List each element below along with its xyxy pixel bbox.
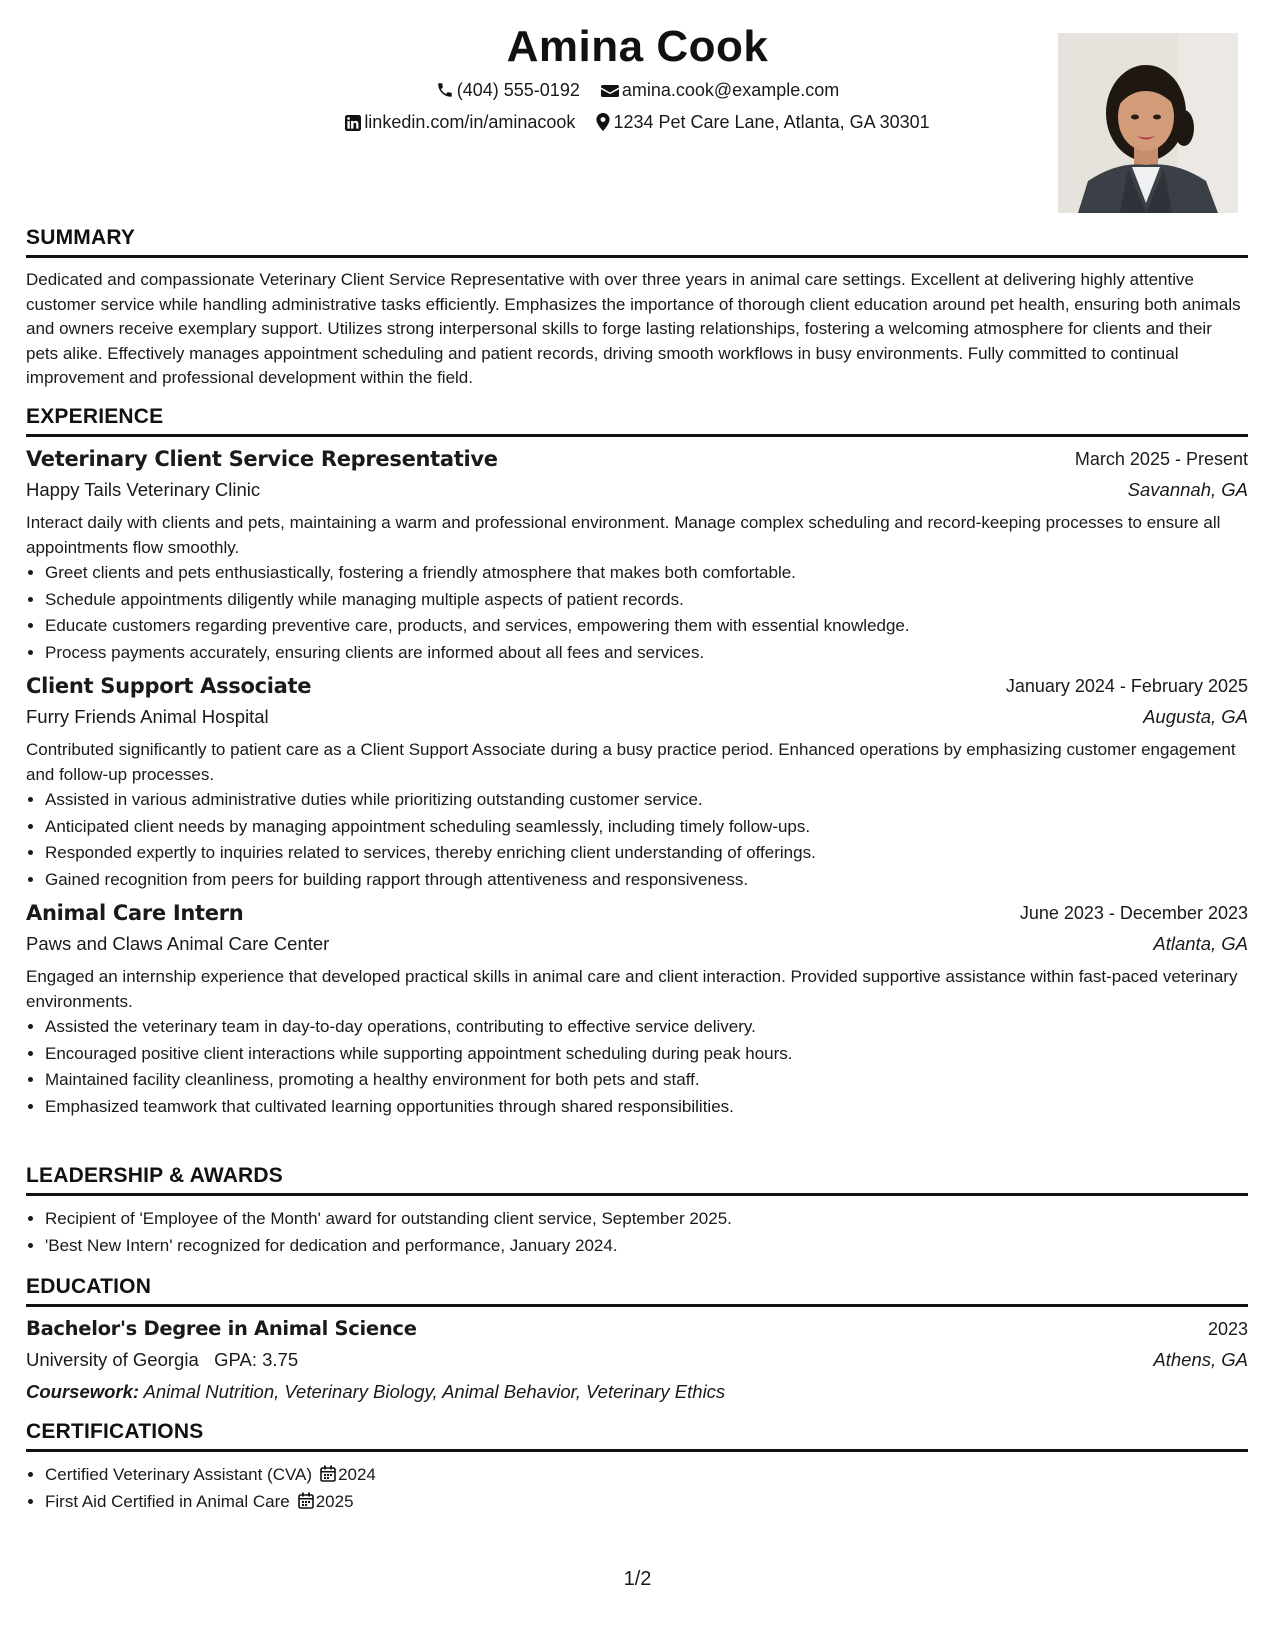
leadership-list xyxy=(26,1206,1248,1259)
list-item: • Responded expertly to inquiries related to services, thereby enriching client understanding of offerings. xyxy=(45,840,1248,867)
certifications-list xyxy=(26,1462,1248,1515)
list-item: • Educate customers regarding preventive care, products, and services, empowering them with essential knowledge. xyxy=(45,613,1248,640)
list-item: • Encouraged positive client interactions while supporting appointment scheduling during peak hours. xyxy=(45,1041,1248,1068)
summary-text: Dedicated and compassionate Veterinary Client Service Representative with over three years in animal care settings. Excellent at delivering highly attentive customer service while handling administrative tasks efficiently. Emphasizes the importance of thorough client education around pet health, ensuring both animals and owners receive exemplary support. Utilizes strong interpersonal skills to forge lasting relationships, fostering a welcoming atmosphere for clients and their pets alike. Effectively manages appointment scheduling and patient records, driving smooth workflows in busy environments. Fully committed to continual improvement and professional development within the field. xyxy=(26,270,1241,387)
leadership-section xyxy=(26,1163,1248,1259)
certifications-section xyxy=(26,1419,1248,1515)
job-title-row xyxy=(26,901,1248,933)
page-number: 1/2 xyxy=(623,1568,652,1590)
list-item: • Schedule appointments diligently while managing multiple aspects of patient records. xyxy=(45,587,1248,614)
coursework-list: Animal Nutrition, Veterinary Biology, Animal Behavior, Veterinary Ethics xyxy=(143,1381,726,1402)
certifications-heading: CERTIFICATIONS xyxy=(26,1419,1248,1452)
profile-photo xyxy=(1058,33,1238,213)
candidate-name: Amina Cook xyxy=(506,22,769,71)
job-org-row xyxy=(26,479,1248,511)
coursework-label: Coursework: xyxy=(26,1381,140,1402)
school-row xyxy=(26,1349,1248,1381)
job-dates: June 2023 - December 2023 xyxy=(1019,903,1248,923)
job-description: Engaged an internship experience that developed practical skills in animal care and client interaction. Provided supportive assistance within fast-paced veterinary environments. xyxy=(26,967,1238,1011)
list-item: • Recipient of 'Employee of the Month' award for outstanding client service, September 2025. xyxy=(45,1206,1248,1233)
gpa: GPA: 3.75 xyxy=(214,1349,299,1370)
job-org-row xyxy=(26,933,1248,965)
education-section xyxy=(26,1274,1248,1403)
job-title-row xyxy=(26,447,1248,479)
map-pin-icon xyxy=(596,113,610,131)
graduation-year: 2023 xyxy=(1207,1319,1248,1339)
list-item xyxy=(45,1489,1248,1516)
address-text: 1234 Pet Care Lane, Atlanta, GA 30301 xyxy=(613,112,930,132)
degree-name: Bachelor's Degree in Animal Science xyxy=(26,1317,417,1340)
job-title: Animal Care Intern xyxy=(26,901,244,925)
job-location: Atlanta, GA xyxy=(1153,933,1248,954)
list-item: • Maintained facility cleanliness, promoting a healthy environment for both pets and staff. xyxy=(45,1067,1248,1094)
job-org-row xyxy=(26,706,1248,738)
certification-year: 2025 xyxy=(315,1491,354,1511)
linkedin-text[interactable]: linkedin.com/in/aminacook xyxy=(364,112,576,132)
email-text[interactable]: amina.cook@example.com xyxy=(621,80,840,100)
school-info xyxy=(26,1349,298,1371)
job-dates: January 2024 - February 2025 xyxy=(1005,676,1248,696)
job-organization: Happy Tails Veterinary Clinic xyxy=(26,479,261,500)
phone-text: (404) 555-0192 xyxy=(456,80,580,100)
job-location: Savannah, GA xyxy=(1127,479,1248,500)
summary-heading: SUMMARY xyxy=(26,225,1248,258)
job-title: Client Support Associate xyxy=(26,674,312,698)
job-entry xyxy=(26,674,1248,893)
calendar-icon xyxy=(320,1465,336,1482)
list-item: • Assisted in various administrative duties while prioritizing outstanding customer service. xyxy=(45,787,1248,814)
list-item: • Assisted the veterinary team in day-to-day operations, contributing to effective service delivery. xyxy=(45,1014,1248,1041)
coursework-line xyxy=(26,1381,1248,1403)
list-item: • Anticipated client needs by managing appointment scheduling seamlessly, including timely follow-ups. xyxy=(45,814,1248,841)
certification-name: Certified Veterinary Assistant (CVA) xyxy=(45,1465,313,1484)
job-organization: Paws and Claws Animal Care Center xyxy=(26,933,330,954)
degree-row xyxy=(26,1317,1248,1349)
certification-year: 2024 xyxy=(338,1465,376,1484)
job-title-row xyxy=(26,674,1248,706)
linkedin-icon xyxy=(345,115,361,131)
envelope-icon xyxy=(601,83,619,99)
job-organization: Furry Friends Animal Hospital xyxy=(26,706,269,727)
job-location: Augusta, GA xyxy=(1143,706,1248,727)
job-bullets xyxy=(26,560,1248,666)
job-description: Interact daily with clients and pets, maintaining a warm and professional environment. Manage complex scheduling and record-keeping processes to ensure all appointments flow smoothly. xyxy=(26,513,1221,557)
experience-heading: EXPERIENCE xyxy=(26,404,1248,437)
school-location: Athens, GA xyxy=(1153,1349,1248,1370)
calendar-icon xyxy=(298,1492,314,1509)
list-item xyxy=(45,1462,1248,1489)
list-item: • Emphasized teamwork that cultivated learning opportunities through shared responsibilities. xyxy=(45,1094,1248,1121)
education-heading: EDUCATION xyxy=(26,1274,1248,1307)
list-item: • Process payments accurately, ensuring clients are informed about all fees and services. xyxy=(45,640,1248,667)
job-bullets xyxy=(26,1014,1248,1120)
list-item: • Greet clients and pets enthusiastically, fostering a friendly atmosphere that makes both comfortable. xyxy=(45,560,1248,587)
list-item: • Gained recognition from peers for building rapport through attentiveness and responsiveness. xyxy=(45,867,1248,894)
list-item: • 'Best New Intern' recognized for dedication and performance, January 2024. xyxy=(45,1233,1248,1260)
phone-icon xyxy=(436,81,454,99)
linkedin-contact[interactable] xyxy=(345,112,575,133)
summary-section xyxy=(26,225,1248,391)
job-bullets xyxy=(26,787,1248,893)
email-contact[interactable] xyxy=(601,80,839,101)
job-title: Veterinary Client Service Representative xyxy=(26,447,498,471)
experience-section xyxy=(26,404,1248,1120)
school-name: University of Georgia xyxy=(26,1349,199,1370)
certification-name: First Aid Certified in Animal Care xyxy=(45,1491,290,1511)
job-entry xyxy=(26,901,1248,1120)
job-description: Contributed significantly to patient care as a Client Support Associate during a busy practice period. Enhanced operations by emphasizing customer engagement and follow-up processes. xyxy=(26,740,1236,784)
job-entry xyxy=(26,447,1248,666)
address-contact xyxy=(596,112,929,133)
job-dates: March 2025 - Present xyxy=(1074,449,1248,469)
leadership-heading: LEADERSHIP & AWARDS xyxy=(26,1163,1248,1196)
portrait-illustration xyxy=(1058,33,1238,213)
phone-contact xyxy=(436,80,580,101)
